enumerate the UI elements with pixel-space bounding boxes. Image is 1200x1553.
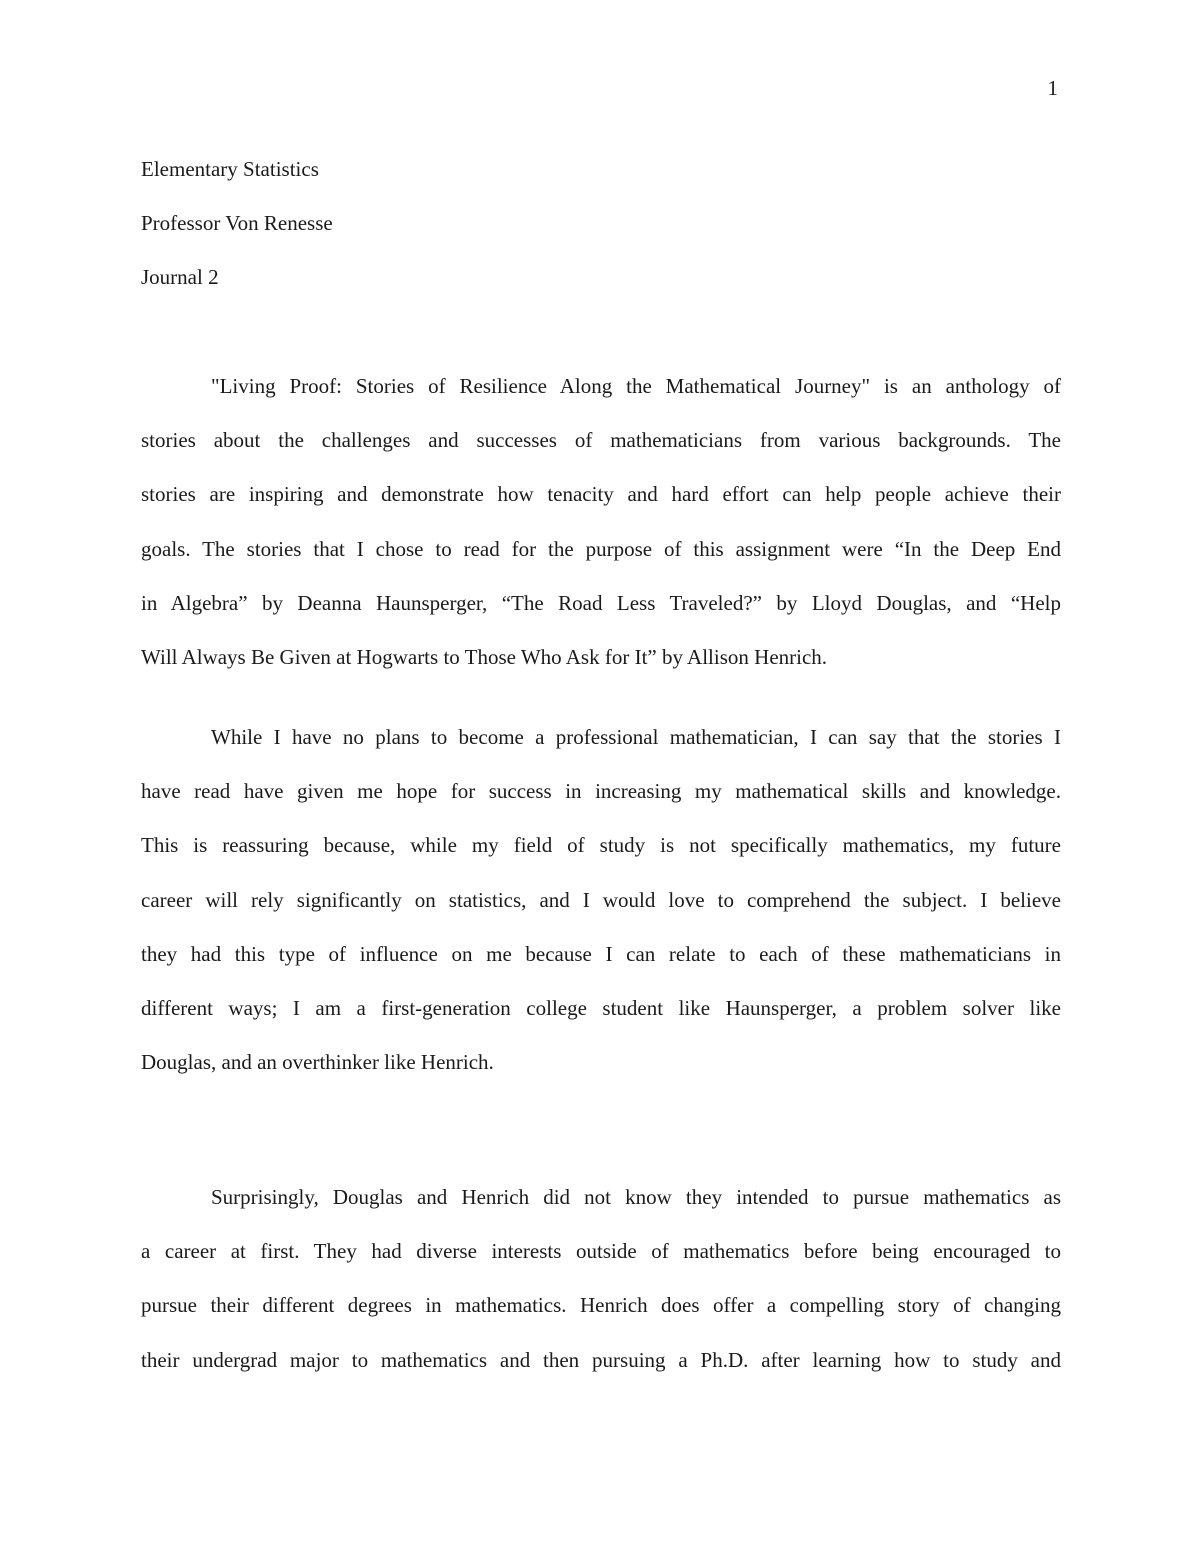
- paragraph-line: stories about the challenges and successes of mathematicians from various backgrounds. The: [141, 428, 1061, 453]
- paragraph-line: pursue their different degrees in mathematics. Henrich does offer a compelling story of changing: [141, 1293, 1061, 1318]
- document-header: [141, 142, 1061, 304]
- paragraph-line: their undergrad major to mathematics and then pursuing a Ph.D. after learning how to study and: [141, 1347, 1061, 1372]
- paragraph-2: [141, 710, 1061, 1089]
- paragraph-line: goals. The stories that I chose to read for the purpose of this assignment were “In the Deep End: [141, 536, 1061, 561]
- paragraph-line: Will Always Be Given at Hogwarts to Those Who Ask for It” by Allison Henrich.: [141, 645, 828, 670]
- page-number: 1: [1047, 76, 1058, 100]
- paragraph-1: [141, 359, 1061, 684]
- paragraph-line: a career at first. They had diverse interests outside of mathematics before being encouraged to: [141, 1239, 1061, 1264]
- paragraph-line: in Algebra” by Deanna Haunsperger, “The Road Less Traveled?” by Lloyd Douglas, and “Help: [141, 590, 1061, 615]
- paragraph-line: different ways; I am a first-generation college student like Haunsperger, a problem solver like: [141, 996, 1061, 1021]
- paragraph-line: Surprisingly, Douglas and Henrich did not know they intended to pursue mathematics as: [211, 1185, 1061, 1209]
- paragraph-line: This is reassuring because, while my field of study is not specifically mathematics, my future: [141, 833, 1061, 858]
- professor-name: Professor Von Renesse: [141, 211, 333, 235]
- paragraph-line: While I have no plans to become a professional mathematician, I can say that the stories I: [211, 725, 1061, 749]
- paragraph-line: have read have given me hope for success in increasing my mathematical skills and knowledge.: [141, 779, 1061, 804]
- paragraph-line: stories are inspiring and demonstrate how tenacity and hard effort can help people achieve their: [141, 482, 1061, 507]
- assignment-title: Journal 2: [141, 265, 219, 289]
- paragraph-line: Douglas, and an overthinker like Henrich.: [141, 1050, 494, 1075]
- course-name: Elementary Statistics: [141, 157, 319, 181]
- paragraph-line: they had this type of influence on me because I can relate to each of these mathematicians in: [141, 941, 1061, 966]
- paragraph-line: career will rely significantly on statistics, and I would love to comprehend the subject. I believe: [141, 887, 1061, 912]
- paragraph-line: "Living Proof: Stories of Resilience Along the Mathematical Journey" is an anthology of: [211, 374, 1061, 398]
- paragraph-3: [141, 1170, 1061, 1387]
